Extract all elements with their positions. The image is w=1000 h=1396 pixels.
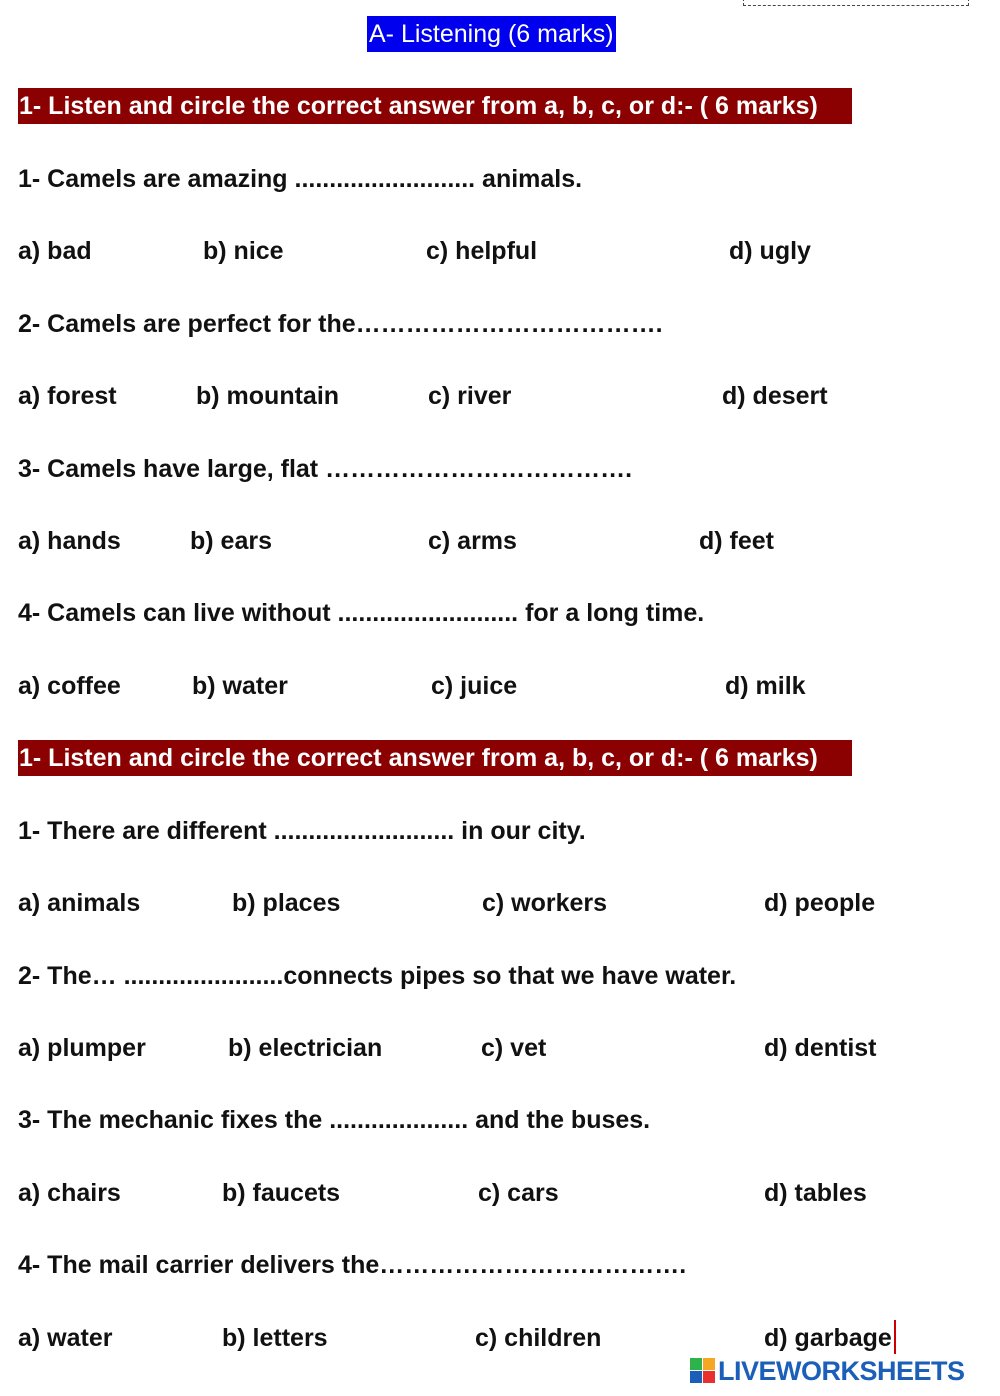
option-a[interactable]: a) water <box>18 1324 113 1352</box>
question-text: 1- Camels are amazing .......................... animals. <box>18 165 583 193</box>
liveworksheets-logo <box>690 1356 965 1386</box>
question-text: 4- Camels can live without .......................... for a long time. <box>18 599 705 627</box>
option-c[interactable]: c) cars <box>478 1179 559 1207</box>
option-d[interactable]: d) milk <box>725 672 806 700</box>
option-c[interactable]: c) helpful <box>426 237 538 265</box>
option-b[interactable]: b) letters <box>222 1324 328 1352</box>
option-a[interactable]: a) forest <box>18 382 117 410</box>
option-a[interactable]: a) plumper <box>18 1034 146 1062</box>
logo-text: LIVEWORKSHEETS <box>718 1355 965 1386</box>
option-b[interactable]: b) faucets <box>222 1179 341 1207</box>
question-text: 3- Camels have large, flat ………………………………. <box>18 455 633 483</box>
option-d[interactable]: d) garbage <box>764 1324 892 1352</box>
option-c[interactable]: c) river <box>428 382 512 410</box>
option-a[interactable]: a) chairs <box>18 1179 121 1207</box>
text-cursor <box>894 1320 896 1354</box>
question-text: 2- Camels are perfect for the………………………………. <box>18 310 663 338</box>
option-a[interactable]: a) animals <box>18 889 141 917</box>
option-c[interactable]: c) juice <box>431 672 518 700</box>
section-heading: 1- Listen and circle the correct answer from a, b, c, or d:- ( 6 marks) <box>18 740 852 776</box>
option-a[interactable]: a) coffee <box>18 672 121 700</box>
option-d[interactable]: d) people <box>764 889 876 917</box>
option-a[interactable]: a) hands <box>18 527 121 555</box>
option-b[interactable]: b) nice <box>203 237 284 265</box>
logo-icon <box>690 1358 716 1384</box>
option-c[interactable]: c) vet <box>481 1034 547 1062</box>
option-b[interactable]: b) places <box>232 889 341 917</box>
option-d[interactable]: d) ugly <box>729 237 811 265</box>
option-c[interactable]: c) children <box>475 1324 602 1352</box>
option-d[interactable]: d) feet <box>699 527 774 555</box>
option-d[interactable]: d) dentist <box>764 1034 877 1062</box>
section-heading: 1- Listen and circle the correct answer from a, b, c, or d:- ( 6 marks) <box>18 88 852 124</box>
option-d[interactable]: d) tables <box>764 1179 867 1207</box>
option-c[interactable]: c) arms <box>428 527 517 555</box>
question-text: 4- The mail carrier delivers the………………………………. <box>18 1251 687 1279</box>
option-b[interactable]: b) ears <box>190 527 272 555</box>
option-b[interactable]: b) electrician <box>228 1034 383 1062</box>
question-text: 1- There are different .......................... in our city. <box>18 817 586 845</box>
option-a[interactable]: a) bad <box>18 237 92 265</box>
name-box <box>743 0 969 6</box>
option-d[interactable]: d) desert <box>722 382 828 410</box>
option-c[interactable]: c) workers <box>482 889 608 917</box>
page-title: A- Listening (6 marks) <box>367 16 616 52</box>
option-b[interactable]: b) water <box>192 672 288 700</box>
option-b[interactable]: b) mountain <box>196 382 340 410</box>
question-text: 2- The… .......................connects pipes so that we have water. <box>18 962 737 990</box>
question-text: 3- The mechanic fixes the .................... and the buses. <box>18 1106 651 1134</box>
